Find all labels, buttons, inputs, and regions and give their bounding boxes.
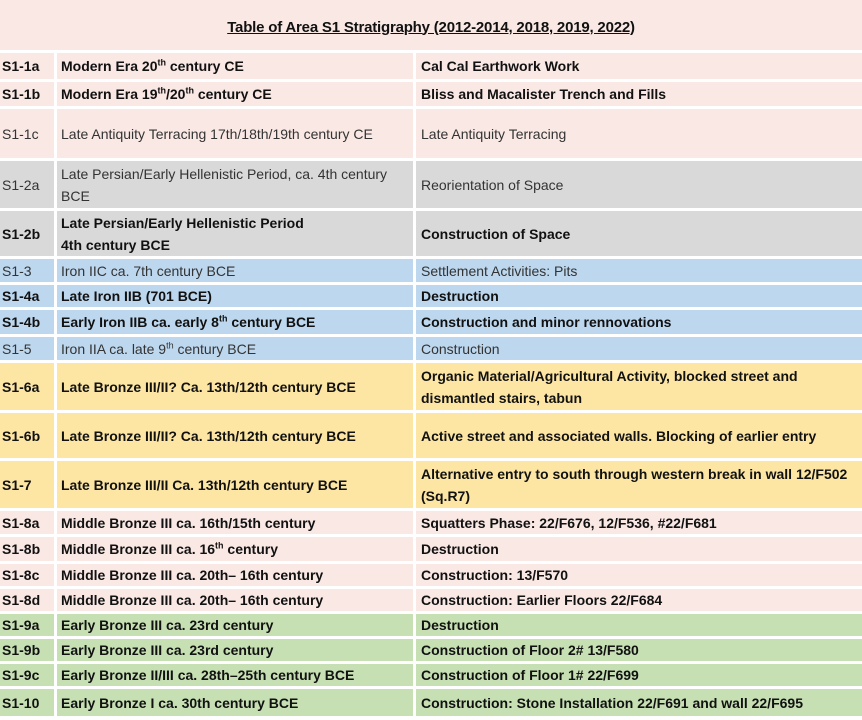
description-cell: Destruction [416,534,862,561]
period-text: Iron IIA ca. late 9 [61,340,167,357]
period-cell [57,410,416,458]
period-text: Late Persian/Early Hellenistic Period, ca. 4th century BCE [61,165,388,204]
table-row [0,307,862,334]
phase-cell: S1-8a [0,508,57,534]
phase-cell: S1-4a [0,282,57,307]
period-cell [57,79,416,106]
description-cell: Late Antiquity Terracing [416,106,862,158]
description-cell: Construction of Floor 1# 22/F699 [416,661,862,686]
ordinal-superscript: th [157,85,166,96]
period-cell [57,508,416,534]
description-cell: Construction: 13/F570 [416,561,862,586]
period-text: Early Bronze III ca. 23rd century [61,617,274,633]
table-row [0,360,862,410]
period-text: Early Iron IIB ca. early 8 [61,314,219,330]
period-cell [57,458,416,508]
phase-cell: S1-10 [0,686,57,716]
table-row [0,158,862,208]
period-text: century BCE [227,314,316,330]
table-row [0,208,862,256]
table-row [0,334,862,360]
table-row [0,410,862,458]
table-row [0,106,862,158]
period-text: Middle Bronze III ca. 16th/15th century [61,514,316,531]
period-text: Middle Bronze III ca. 20th– 16th century [61,592,324,608]
ordinal-superscript: th [166,339,174,350]
period-text: Late Bronze III/II? Ca. 13th/12th century BCE [61,427,356,444]
period-text: Modern Era 20 [61,58,158,74]
ordinal-superscript: th [185,85,194,96]
period-cell [57,334,416,360]
period-text-line2: 4th century BCE [61,236,170,253]
period-cell [57,360,416,410]
period-cell [57,586,416,611]
ordinal-superscript: th [157,57,166,68]
description-cell: Construction [416,334,862,360]
period-text: century BCE [173,340,257,357]
table-row [0,586,862,611]
period-cell [57,686,416,716]
period-cell [57,661,416,686]
period-text: Modern Era 19 [61,86,158,102]
period-cell [57,282,416,307]
phase-cell: S1-9a [0,611,57,636]
table-body [0,50,862,716]
phase-cell: S1-9c [0,661,57,686]
ordinal-superscript: th [218,313,228,324]
period-text: Middle Bronze III ca. 20th– 16th century [61,567,324,583]
ordinal-superscript: th [215,540,224,551]
phase-cell: S1-5 [0,334,57,360]
description-cell: Construction: Earlier Floors 22/F684 [416,586,862,611]
table-row [0,282,862,307]
phase-cell: S1-1b [0,79,57,106]
phase-cell: S1-6a [0,360,57,410]
period-text: Late Antiquity Terracing 17th/18th/19th century CE [61,125,373,142]
description-cell: Bliss and Macalister Trench and Fills [416,79,862,106]
period-text: Iron IIC ca. 7th century BCE [61,262,236,279]
period-text: Late Bronze III/II? Ca. 13th/12th century BCE [61,378,356,395]
description-cell: Construction and minor rennovations [416,307,862,334]
period-text: century CE [193,86,272,102]
period-cell [57,636,416,661]
table-row [0,508,862,534]
period-text: Early Bronze II/III ca. 28th–25th century BCE [61,667,355,683]
description-cell: Cal Cal Earthwork Work [416,50,862,79]
table-row [0,611,862,636]
period-cell [57,561,416,586]
period-cell [57,50,416,79]
period-cell [57,256,416,282]
description-cell: Construction of Space [416,208,862,256]
description-cell: Destruction [416,611,862,636]
table-row [0,50,862,79]
description-cell: Alternative entry to south through western break in wall 12/F502 (Sq.R7) [416,458,862,508]
description-cell: Organic Material/Agricultural Activity, blocked street and dismantled stairs, tabun [416,360,862,410]
stratigraphy-table [0,50,862,716]
phase-cell: S1-7 [0,458,57,508]
table-row [0,686,862,716]
phase-cell: S1-3 [0,256,57,282]
period-cell [57,534,416,561]
table-row [0,636,862,661]
phase-cell: S1-1c [0,106,57,158]
description-cell: Reorientation of Space [416,158,862,208]
table-row [0,79,862,106]
table-row [0,534,862,561]
phase-cell: S1-2b [0,208,57,256]
description-cell: Active street and associated walls. Blocking of earlier entry [416,410,862,458]
phase-cell: S1-1a [0,50,57,79]
table-row [0,561,862,586]
description-cell: Construction of Floor 2# 13/F580 [416,636,862,661]
phase-cell: S1-6b [0,410,57,458]
period-cell [57,106,416,158]
period-cell [57,307,416,334]
period-text: Late Bronze III/II Ca. 13th/12th century BCE [61,476,348,493]
table-title: Table of Area S1 Stratigraphy (2012-2014, 2018, 2019, 2022) [227,18,635,36]
period-cell [57,611,416,636]
table-row [0,661,862,686]
period-text: century [223,541,279,557]
description-cell: Destruction [416,282,862,307]
period-cell [57,158,416,208]
phase-cell: S1-8c [0,561,57,586]
period-text: Middle Bronze III ca. 16 [61,541,216,557]
period-text: /20 [165,86,186,102]
table-row [0,256,862,282]
period-text: Early Bronze III ca. 23rd century [61,642,274,658]
table-row [0,458,862,508]
phase-cell: S1-2a [0,158,57,208]
title-row [0,0,862,50]
description-cell: Settlement Activities: Pits [416,256,862,282]
description-cell: Construction: Stone Installation 22/F691 and wall 22/F695 [416,686,862,716]
period-text: Late Iron IIB (701 BCE) [61,288,212,304]
period-cell [57,208,416,256]
period-text: Early Bronze I ca. 30th century BCE [61,694,299,711]
description-cell: Squatters Phase: 22/F676, 12/F536, #22/F681 [416,508,862,534]
period-text: century CE [165,58,244,74]
phase-cell: S1-4b [0,307,57,334]
phase-cell: S1-8d [0,586,57,611]
phase-cell: S1-9b [0,636,57,661]
period-text: Late Persian/Early Hellenistic Period [61,214,304,231]
phase-cell: S1-8b [0,534,57,561]
